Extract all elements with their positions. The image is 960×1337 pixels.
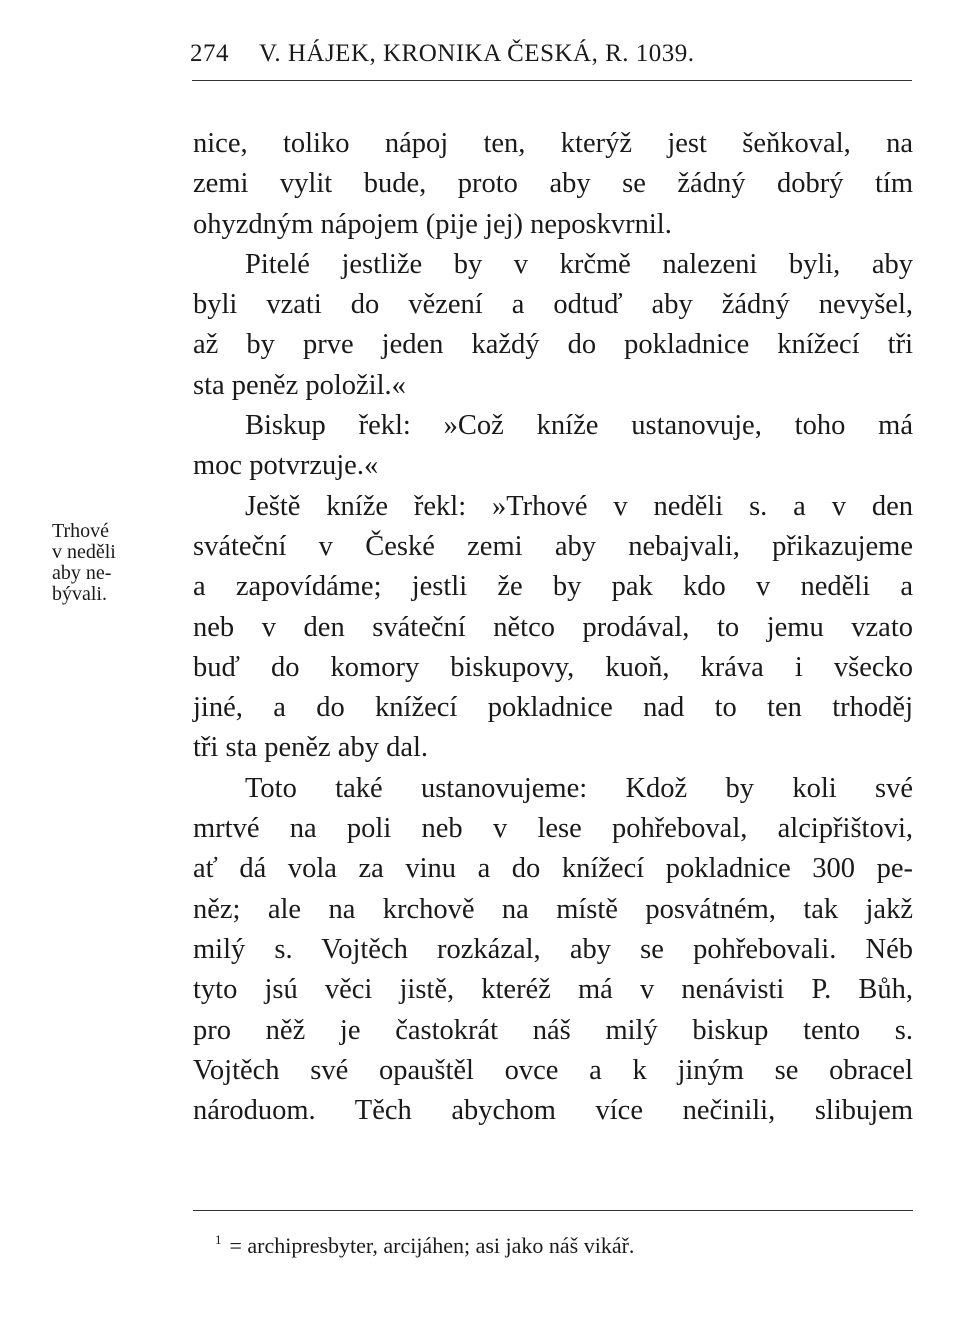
running-title: V. HÁJEK, KRONIKA ČESKÁ, R. 1039. [259, 40, 695, 67]
text-line: Toto také ustanovujeme: Kdož by koli své [245, 772, 913, 804]
text-line: ať dá vola za vinu a do knížecí pokladnice 300 pe- [193, 853, 913, 885]
text-line: jiné, a do knížecí pokladnice nad to ten trhoděj [193, 692, 913, 724]
text-line: sta peněz položil.« [193, 369, 406, 401]
text-line: Vojtěch své opauštěl ovce a k jiným se obracel [193, 1054, 913, 1086]
text-line: nice, toliko nápoj ten, kterýž jest šeňkoval, na [193, 128, 913, 159]
footnote-rule [193, 1210, 913, 1211]
text-line: Ještě kníže řekl: »Trhové v neděli s. a v den [245, 490, 913, 522]
text-line: pro něž je častokrát náš milý biskup tento s. [193, 1014, 913, 1046]
footnote [215, 1232, 634, 1259]
text-line: něz; ale na krchově na místě posvátném, tak jakž [193, 893, 913, 925]
marginal-line: Trhové [52, 520, 110, 542]
text-line: neb v den sváteční nětco prodával, to jemu vzato [193, 611, 913, 643]
text-line: ohyzdným nápojem (pije jej) neposkvrnil. [193, 208, 672, 240]
marginal-note [52, 521, 177, 605]
text-line: zemi vylit bude, proto aby se žádný dobrý tím [193, 168, 913, 200]
text-line: až by prve jeden každý do pokladnice knížecí tři [193, 329, 913, 361]
footnote-text: = archipresbyter, arcijáhen; asi jako náš vikář. [229, 1233, 635, 1258]
text-line: tři sta peněz aby dal. [193, 732, 429, 764]
text-line: národuom. Těch abychom více nečinili, slibujem [193, 1095, 913, 1127]
marginal-line: v neděli [52, 541, 116, 563]
text-line: sváteční v České zemi aby nebajvali, přikazujeme [193, 530, 913, 562]
footnote-marker: 1 [215, 1232, 222, 1247]
text-line: buď do komory biskupovy, kuoň, kráva i všecko [193, 651, 913, 683]
text-line: milý s. Vojtěch rozkázal, aby se pohřebovali. Néb [193, 933, 913, 965]
marginal-line: aby ne- [52, 562, 112, 584]
running-head [190, 40, 695, 68]
page-number: 274 [190, 40, 229, 67]
main-text [193, 124, 913, 1131]
text-line: moc potvrzuje.« [193, 450, 379, 482]
text-line: tyto jsú věci jistě, kteréž má v nenávisti P. Bůh, [193, 974, 913, 1006]
text-line: mrtvé na poli neb v lese pohřeboval, alcipřištovi, [193, 813, 913, 845]
text-line: Biskup řekl: »Což kníže ustanovuje, toho má [245, 410, 913, 442]
text-line: a zapovídáme; jestli že by pak kdo v neděli a [193, 571, 913, 603]
text-line: byli vzati do vězení a odtuď aby žádný nevyšel, [193, 289, 913, 321]
header-rule [192, 80, 912, 81]
marginal-line: bývali. [52, 583, 107, 605]
text-line: Pitelé jestliže by v krčmě nalezeni byli, aby [245, 248, 913, 280]
